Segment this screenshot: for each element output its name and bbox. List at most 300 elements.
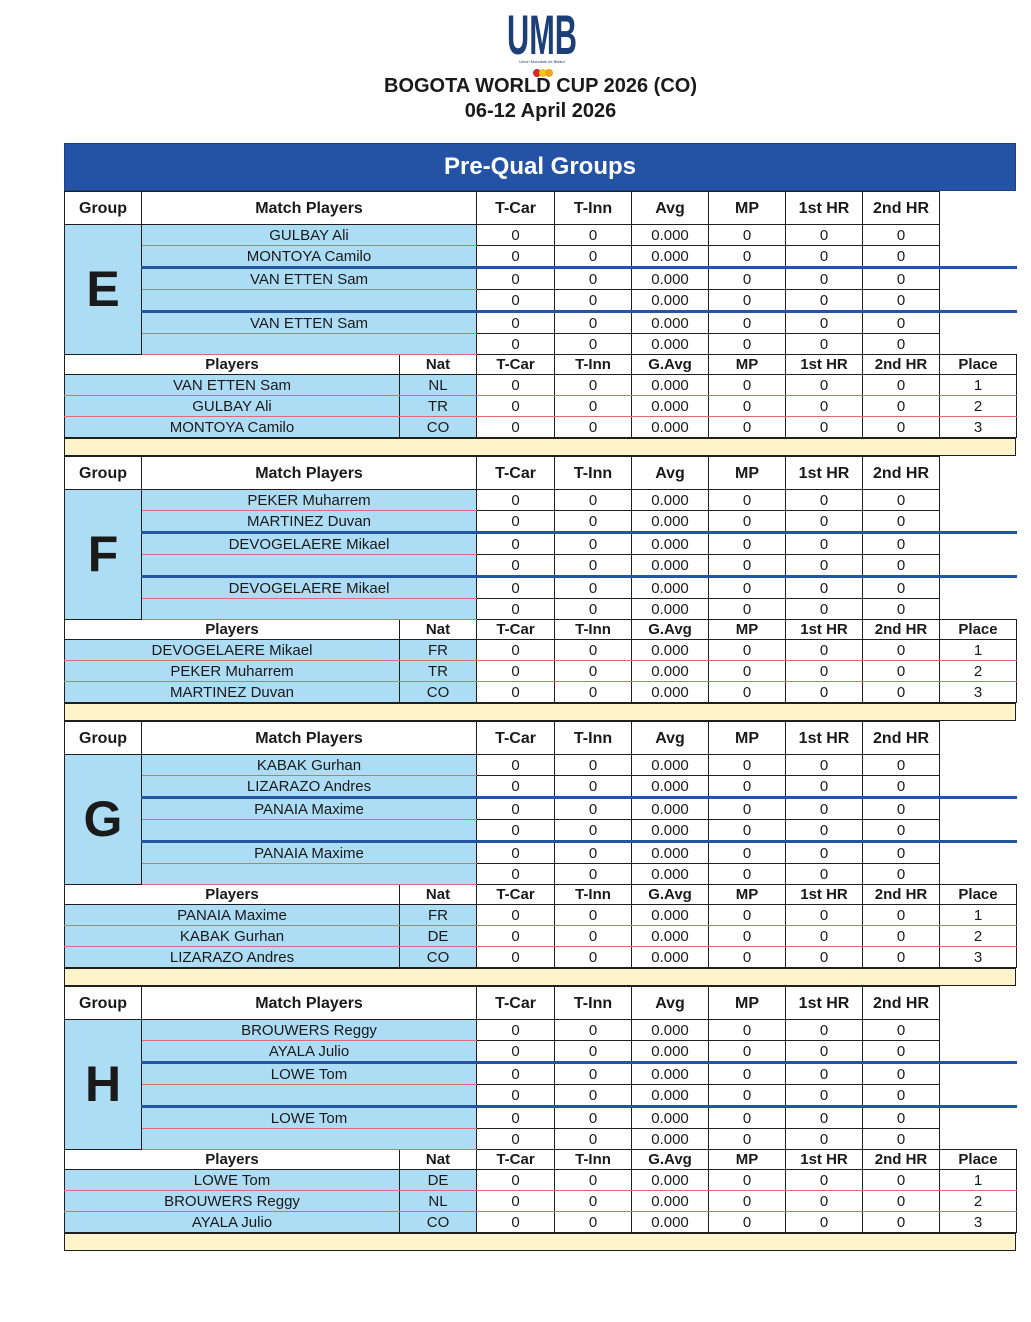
header-blank: [940, 987, 1017, 1020]
standing-tcar: 0: [477, 1212, 555, 1233]
match-row: [65, 533, 1017, 555]
match-row: [65, 225, 1017, 246]
match-blank: [940, 599, 1017, 620]
standing-row: [65, 926, 1017, 947]
standing-tinn: 0: [555, 905, 632, 926]
hr2-header: 2nd HR: [863, 987, 940, 1020]
match-tinn: 0: [555, 225, 632, 246]
match-tcar: 0: [477, 312, 555, 334]
standing-gavg: 0.000: [632, 947, 709, 968]
match-player-name: LOWE Tom: [142, 1107, 477, 1129]
match-blank: [940, 1020, 1017, 1041]
standings-mp-header: MP: [709, 885, 786, 905]
match-player-name: [142, 334, 477, 355]
match-row: [65, 755, 1017, 776]
group-table-f: [64, 456, 1017, 703]
standing-hr1: 0: [786, 947, 863, 968]
match-hr1: 0: [786, 798, 863, 820]
match-mp: 0: [709, 776, 786, 798]
hr2-header: 2nd HR: [863, 457, 940, 490]
match-tinn: 0: [555, 842, 632, 864]
match-row: [65, 290, 1017, 312]
standing-gavg: 0.000: [632, 1191, 709, 1212]
standing-tinn: 0: [555, 1212, 632, 1233]
match-hr2: 0: [863, 490, 940, 511]
standing-hr1: 0: [786, 1170, 863, 1191]
standing-hr2: 0: [863, 1191, 940, 1212]
match-mp: 0: [709, 1063, 786, 1085]
standing-tinn: 0: [555, 947, 632, 968]
standings-tcar-header: T-Car: [477, 1150, 555, 1170]
match-hr1: 0: [786, 533, 863, 555]
umb-logo: [497, 4, 587, 78]
match-mp: 0: [709, 290, 786, 312]
match-hr2: 0: [863, 1041, 940, 1063]
standing-tcar: 0: [477, 640, 555, 661]
match-tcar: 0: [477, 755, 555, 776]
standing-place: 2: [940, 661, 1017, 682]
logo-org-name: Union Mondiale de Billard: [519, 59, 565, 64]
place-header: Place: [940, 355, 1017, 375]
match-hr2: 0: [863, 246, 940, 268]
standing-mp: 0: [709, 1191, 786, 1212]
match-tinn: 0: [555, 599, 632, 620]
match-row: [65, 842, 1017, 864]
match-hr1: 0: [786, 225, 863, 246]
players-header: Players: [65, 620, 400, 640]
standing-place: 3: [940, 417, 1017, 438]
standing-nat: TR: [400, 396, 477, 417]
match-tcar: 0: [477, 776, 555, 798]
nat-header: Nat: [400, 620, 477, 640]
standing-nat: FR: [400, 905, 477, 926]
standing-player-name: DEVOGELAERE Mikael: [65, 640, 400, 661]
avg-header: Avg: [632, 987, 709, 1020]
match-blank: [940, 268, 1017, 290]
match-mp: 0: [709, 577, 786, 599]
standing-row: [65, 905, 1017, 926]
players-header: Players: [65, 1150, 400, 1170]
mp-header: MP: [709, 192, 786, 225]
standings-tinn-header: T-Inn: [555, 1150, 632, 1170]
match-avg: 0.000: [632, 533, 709, 555]
nat-header: Nat: [400, 885, 477, 905]
match-blank: [940, 334, 1017, 355]
match-blank: [940, 312, 1017, 334]
match-blank: [940, 755, 1017, 776]
standing-hr1: 0: [786, 1191, 863, 1212]
match-mp: 0: [709, 1107, 786, 1129]
match-tinn: 0: [555, 755, 632, 776]
event-title: BOGOTA WORLD CUP 2026 (CO): [384, 75, 697, 97]
match-tcar: 0: [477, 842, 555, 864]
match-row: [65, 1041, 1017, 1063]
match-tinn: 0: [555, 577, 632, 599]
standing-row: [65, 661, 1017, 682]
match-blank: [940, 1041, 1017, 1063]
standing-gavg: 0.000: [632, 640, 709, 661]
standings-hr2-header: 2nd HR: [863, 620, 940, 640]
standings-hr2-header: 2nd HR: [863, 355, 940, 375]
standing-gavg: 0.000: [632, 375, 709, 396]
match-tcar: 0: [477, 268, 555, 290]
standing-tinn: 0: [555, 1170, 632, 1191]
standings-mp-header: MP: [709, 620, 786, 640]
standing-place: 2: [940, 396, 1017, 417]
avg-header: Avg: [632, 192, 709, 225]
standing-hr2: 0: [863, 640, 940, 661]
standing-tinn: 0: [555, 396, 632, 417]
match-player-name: [142, 599, 477, 620]
standing-nat: CO: [400, 1212, 477, 1233]
match-tcar: 0: [477, 864, 555, 885]
match-row: [65, 599, 1017, 620]
match-hr1: 0: [786, 1107, 863, 1129]
standings-mp-header: MP: [709, 355, 786, 375]
match-mp: 0: [709, 1085, 786, 1107]
match-avg: 0.000: [632, 225, 709, 246]
group-table-g: [64, 721, 1017, 968]
nat-header: Nat: [400, 1150, 477, 1170]
match-avg: 0.000: [632, 1020, 709, 1041]
standing-row: [65, 682, 1017, 703]
match-blank: [940, 864, 1017, 885]
standing-hr1: 0: [786, 1212, 863, 1233]
hr1-header: 1st HR: [786, 192, 863, 225]
standing-hr1: 0: [786, 375, 863, 396]
match-blank: [940, 555, 1017, 577]
match-hr1: 0: [786, 511, 863, 533]
standings-tinn-header: T-Inn: [555, 355, 632, 375]
standing-tcar: 0: [477, 396, 555, 417]
tinn-header: T-Inn: [555, 457, 632, 490]
match-mp: 0: [709, 864, 786, 885]
match-tcar: 0: [477, 334, 555, 355]
standing-nat: CO: [400, 947, 477, 968]
standing-gavg: 0.000: [632, 1170, 709, 1191]
standing-hr2: 0: [863, 1212, 940, 1233]
group-letter: H: [65, 1020, 142, 1150]
group-header: Group: [65, 192, 142, 225]
standing-hr2: 0: [863, 926, 940, 947]
match-hr1: 0: [786, 864, 863, 885]
match-hr2: 0: [863, 1020, 940, 1041]
match-mp: 0: [709, 1041, 786, 1063]
standing-mp: 0: [709, 417, 786, 438]
standing-hr2: 0: [863, 396, 940, 417]
standing-player-name: GULBAY Ali: [65, 396, 400, 417]
match-hr1: 0: [786, 246, 863, 268]
match-hr2: 0: [863, 1063, 940, 1085]
standing-player-name: MONTOYA Camilo: [65, 417, 400, 438]
tcar-header: T-Car: [477, 987, 555, 1020]
match-tinn: 0: [555, 555, 632, 577]
match-mp: 0: [709, 268, 786, 290]
match-avg: 0.000: [632, 1063, 709, 1085]
standings-tcar-header: T-Car: [477, 620, 555, 640]
match-avg: 0.000: [632, 555, 709, 577]
standing-player-name: AYALA Julio: [65, 1212, 400, 1233]
group-spacer: [64, 968, 1016, 986]
standing-hr1: 0: [786, 661, 863, 682]
standing-hr2: 0: [863, 375, 940, 396]
avg-header: Avg: [632, 722, 709, 755]
standing-player-name: VAN ETTEN Sam: [65, 375, 400, 396]
standing-place: 3: [940, 947, 1017, 968]
match-row: [65, 312, 1017, 334]
match-tinn: 0: [555, 533, 632, 555]
standings-mp-header: MP: [709, 1150, 786, 1170]
group-spacer: [64, 1233, 1016, 1251]
standings-hr1-header: 1st HR: [786, 1150, 863, 1170]
match-blank: [940, 511, 1017, 533]
group-letter: G: [65, 755, 142, 885]
standing-row: [65, 375, 1017, 396]
match-avg: 0.000: [632, 1107, 709, 1129]
match-player-name: KABAK Gurhan: [142, 755, 477, 776]
match-avg: 0.000: [632, 1129, 709, 1150]
match-hr1: 0: [786, 1020, 863, 1041]
standing-nat: CO: [400, 682, 477, 703]
match-avg: 0.000: [632, 842, 709, 864]
match-tcar: 0: [477, 599, 555, 620]
match-avg: 0.000: [632, 798, 709, 820]
match-tcar: 0: [477, 1085, 555, 1107]
match-avg: 0.000: [632, 755, 709, 776]
standing-nat: DE: [400, 926, 477, 947]
tcar-header: T-Car: [477, 457, 555, 490]
match-player-name: VAN ETTEN Sam: [142, 312, 477, 334]
standing-nat: TR: [400, 661, 477, 682]
standing-hr1: 0: [786, 640, 863, 661]
match-row: [65, 1085, 1017, 1107]
standing-tcar: 0: [477, 417, 555, 438]
match-tinn: 0: [555, 820, 632, 842]
match-row: [65, 1063, 1017, 1085]
players-header: Players: [65, 885, 400, 905]
tcar-header: T-Car: [477, 192, 555, 225]
match-row: [65, 798, 1017, 820]
match-row: [65, 246, 1017, 268]
match-row: [65, 820, 1017, 842]
standing-tinn: 0: [555, 417, 632, 438]
standing-player-name: PEKER Muharrem: [65, 661, 400, 682]
group-table-e: [64, 191, 1017, 438]
match-hr1: 0: [786, 490, 863, 511]
match-tcar: 0: [477, 511, 555, 533]
hr1-header: 1st HR: [786, 987, 863, 1020]
standing-mp: 0: [709, 1170, 786, 1191]
standing-mp: 0: [709, 947, 786, 968]
svg-text:UMB: UMB: [507, 4, 577, 60]
match-hr2: 0: [863, 1129, 940, 1150]
standings-hr2-header: 2nd HR: [863, 885, 940, 905]
match-avg: 0.000: [632, 820, 709, 842]
standing-hr2: 0: [863, 417, 940, 438]
match-player-name: [142, 290, 477, 312]
standings-hr1-header: 1st HR: [786, 355, 863, 375]
avg-header: Avg: [632, 457, 709, 490]
match-players-header: Match Players: [142, 457, 477, 490]
match-mp: 0: [709, 820, 786, 842]
match-tcar: 0: [477, 1020, 555, 1041]
standing-row: [65, 417, 1017, 438]
match-tcar: 0: [477, 1107, 555, 1129]
standing-row: [65, 1170, 1017, 1191]
match-hr2: 0: [863, 1085, 940, 1107]
match-blank: [940, 1063, 1017, 1085]
match-hr1: 0: [786, 1041, 863, 1063]
standing-mp: 0: [709, 682, 786, 703]
mp-header: MP: [709, 457, 786, 490]
match-hr2: 0: [863, 599, 940, 620]
standing-tinn: 0: [555, 661, 632, 682]
match-row: [65, 864, 1017, 885]
match-hr2: 0: [863, 820, 940, 842]
match-hr2: 0: [863, 268, 940, 290]
match-avg: 0.000: [632, 1085, 709, 1107]
match-blank: [940, 820, 1017, 842]
match-player-name: LOWE Tom: [142, 1063, 477, 1085]
group-spacer: [64, 703, 1016, 721]
standing-tcar: 0: [477, 905, 555, 926]
match-mp: 0: [709, 755, 786, 776]
match-hr2: 0: [863, 290, 940, 312]
match-tcar: 0: [477, 290, 555, 312]
match-blank: [940, 842, 1017, 864]
match-mp: 0: [709, 1129, 786, 1150]
match-tcar: 0: [477, 820, 555, 842]
standing-gavg: 0.000: [632, 682, 709, 703]
match-avg: 0.000: [632, 490, 709, 511]
match-blank: [940, 225, 1017, 246]
match-hr2: 0: [863, 511, 940, 533]
match-players-header: Match Players: [142, 987, 477, 1020]
match-row: [65, 334, 1017, 355]
match-hr2: 0: [863, 577, 940, 599]
standing-nat: FR: [400, 640, 477, 661]
standing-row: [65, 1191, 1017, 1212]
standing-tcar: 0: [477, 661, 555, 682]
match-hr2: 0: [863, 798, 940, 820]
match-tinn: 0: [555, 776, 632, 798]
match-tcar: 0: [477, 533, 555, 555]
match-mp: 0: [709, 490, 786, 511]
standings-tinn-header: T-Inn: [555, 620, 632, 640]
match-hr1: 0: [786, 776, 863, 798]
tinn-header: T-Inn: [555, 987, 632, 1020]
match-tcar: 0: [477, 1063, 555, 1085]
match-mp: 0: [709, 312, 786, 334]
standing-nat: NL: [400, 1191, 477, 1212]
match-mp: 0: [709, 842, 786, 864]
standings-tcar-header: T-Car: [477, 885, 555, 905]
standing-tcar: 0: [477, 1170, 555, 1191]
match-avg: 0.000: [632, 599, 709, 620]
match-tcar: 0: [477, 246, 555, 268]
match-players-header: Match Players: [142, 192, 477, 225]
match-hr2: 0: [863, 755, 940, 776]
gavg-header: G.Avg: [632, 885, 709, 905]
standing-tinn: 0: [555, 682, 632, 703]
match-row: [65, 511, 1017, 533]
hr1-header: 1st HR: [786, 457, 863, 490]
match-player-name: BROUWERS Reggy: [142, 1020, 477, 1041]
match-hr2: 0: [863, 842, 940, 864]
standings-tinn-header: T-Inn: [555, 885, 632, 905]
standing-tinn: 0: [555, 926, 632, 947]
mp-header: MP: [709, 722, 786, 755]
match-player-name: [142, 1129, 477, 1150]
match-player-name: [142, 555, 477, 577]
match-hr1: 0: [786, 290, 863, 312]
standing-mp: 0: [709, 905, 786, 926]
match-hr1: 0: [786, 268, 863, 290]
match-hr2: 0: [863, 776, 940, 798]
match-player-name: GULBAY Ali: [142, 225, 477, 246]
match-tinn: 0: [555, 246, 632, 268]
standing-row: [65, 640, 1017, 661]
standing-place: 3: [940, 1212, 1017, 1233]
hr1-header: 1st HR: [786, 722, 863, 755]
standing-mp: 0: [709, 396, 786, 417]
standing-hr2: 0: [863, 682, 940, 703]
standing-gavg: 0.000: [632, 417, 709, 438]
match-mp: 0: [709, 511, 786, 533]
match-avg: 0.000: [632, 268, 709, 290]
match-tinn: 0: [555, 1020, 632, 1041]
match-hr2: 0: [863, 533, 940, 555]
match-row: [65, 577, 1017, 599]
match-mp: 0: [709, 1020, 786, 1041]
match-tinn: 0: [555, 334, 632, 355]
match-tcar: 0: [477, 555, 555, 577]
standing-place: 1: [940, 375, 1017, 396]
match-mp: 0: [709, 798, 786, 820]
standing-hr1: 0: [786, 926, 863, 947]
standing-row: [65, 1212, 1017, 1233]
match-tcar: 0: [477, 490, 555, 511]
group-table-h: [64, 986, 1017, 1233]
match-avg: 0.000: [632, 864, 709, 885]
gavg-header: G.Avg: [632, 355, 709, 375]
standings-hr1-header: 1st HR: [786, 620, 863, 640]
match-row: [65, 268, 1017, 290]
match-blank: [940, 1129, 1017, 1150]
standing-hr1: 0: [786, 396, 863, 417]
match-hr1: 0: [786, 599, 863, 620]
match-tcar: 0: [477, 798, 555, 820]
match-hr1: 0: [786, 842, 863, 864]
match-hr1: 0: [786, 755, 863, 776]
match-hr2: 0: [863, 312, 940, 334]
match-hr1: 0: [786, 1129, 863, 1150]
match-tinn: 0: [555, 312, 632, 334]
standings-tcar-header: T-Car: [477, 355, 555, 375]
match-tcar: 0: [477, 1129, 555, 1150]
match-hr2: 0: [863, 1107, 940, 1129]
standing-player-name: LIZARAZO Andres: [65, 947, 400, 968]
standing-player-name: PANAIA Maxime: [65, 905, 400, 926]
match-tinn: 0: [555, 1085, 632, 1107]
hr2-header: 2nd HR: [863, 722, 940, 755]
match-avg: 0.000: [632, 776, 709, 798]
standing-gavg: 0.000: [632, 905, 709, 926]
group-header: Group: [65, 987, 142, 1020]
match-tinn: 0: [555, 798, 632, 820]
standing-gavg: 0.000: [632, 661, 709, 682]
match-hr1: 0: [786, 334, 863, 355]
